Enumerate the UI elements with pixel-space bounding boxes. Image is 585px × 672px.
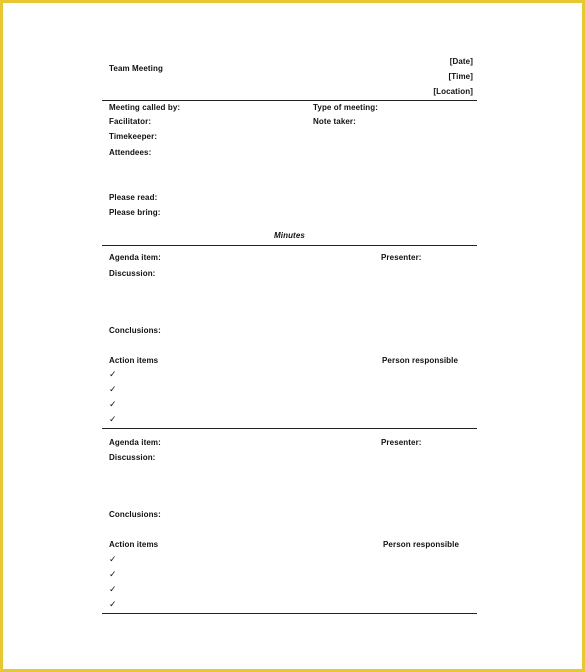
discussion-label: Discussion: <box>109 269 156 278</box>
check-icon: ✓ <box>109 414 117 424</box>
minutes-divider <box>102 245 477 246</box>
conclusions-label: Conclusions: <box>109 326 161 335</box>
please-read-label: Please read: <box>109 193 158 202</box>
location-field: [Location] <box>433 87 473 96</box>
agenda-item-label: Agenda item: <box>109 438 161 447</box>
meeting-type-label: Type of meeting: <box>313 103 379 112</box>
minutes-heading: Minutes <box>274 231 305 240</box>
person-responsible-label: Person responsible <box>382 356 459 365</box>
date-field: [Date] <box>449 57 473 66</box>
timekeeper-label: Timekeeper: <box>109 132 158 141</box>
action-items-label: Action items <box>109 540 159 549</box>
facilitator-label: Facilitator: <box>109 117 152 126</box>
presenter-label: Presenter: <box>381 253 422 262</box>
meeting-title: Team Meeting <box>109 64 163 73</box>
person-responsible-label: Person responsible <box>383 540 460 549</box>
attendees-label: Attendees: <box>109 148 152 157</box>
check-icon: ✓ <box>109 369 117 379</box>
check-icon: ✓ <box>109 584 117 594</box>
bottom-divider <box>102 613 477 614</box>
note-taker-label: Note taker: <box>313 117 356 126</box>
check-icon: ✓ <box>109 599 117 609</box>
presenter-label: Presenter: <box>381 438 422 447</box>
check-icon: ✓ <box>109 384 117 394</box>
header-divider <box>102 100 477 101</box>
check-icon: ✓ <box>109 554 117 564</box>
action-items-label: Action items <box>109 356 159 365</box>
conclusions-label: Conclusions: <box>109 510 161 519</box>
time-field: [Time] <box>448 72 473 81</box>
please-bring-label: Please bring: <box>109 208 161 217</box>
agenda-divider <box>102 428 477 429</box>
called-by-label: Meeting called by: <box>109 103 181 112</box>
agenda-item-label: Agenda item: <box>109 253 161 262</box>
discussion-label: Discussion: <box>109 453 156 462</box>
check-icon: ✓ <box>109 399 117 409</box>
check-icon: ✓ <box>109 569 117 579</box>
